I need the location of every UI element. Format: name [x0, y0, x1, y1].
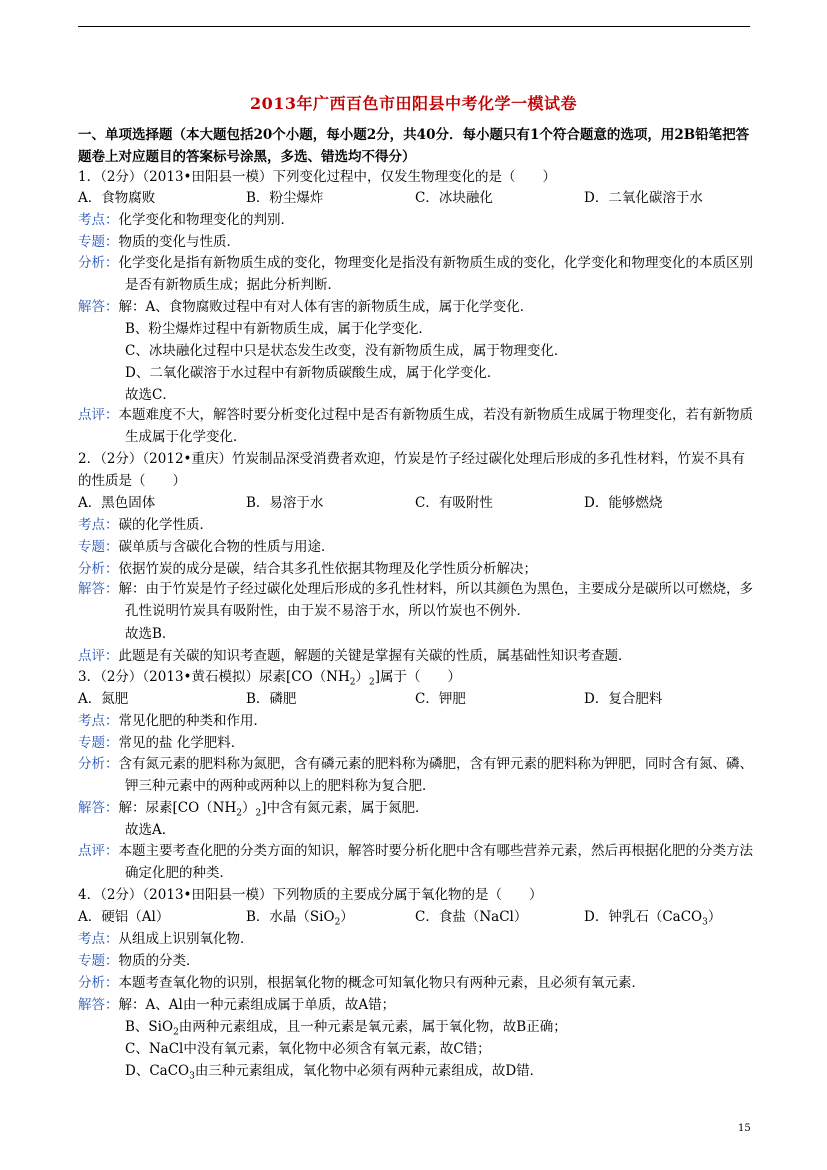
- q4-option-d-end: ）: [707, 909, 722, 925]
- q4-fenxi-text: 本题考查氧化物的识别，根据氧化物的概念可知氧化物只有两种元素，且必须有氧元素．: [118, 975, 645, 991]
- q3-option-d: D．复合肥料: [584, 691, 663, 707]
- q3-stem-sub-1: 2: [349, 677, 356, 688]
- label-jieda: 解答：: [78, 997, 119, 1013]
- label-zhuanti: 专题：: [78, 539, 119, 555]
- q3-option-c: C．钾肥: [415, 691, 466, 707]
- q1-fenxi-text: 化学变化是指有新物质生成的变化，物理变化是指没有新物质生成的变化，化学变化和物理变化的本质区别是否有新物质生成；据此分析判断．: [118, 255, 753, 293]
- q1-kaodian-text: 化学变化和物理变化的判别．: [118, 212, 294, 228]
- q3-zhuanti: [78, 732, 244, 754]
- q4-option-d-sub: 3: [702, 917, 708, 928]
- q4-jieda-d-sub: 3: [189, 1071, 195, 1082]
- q4-option-b-sub: 2: [334, 917, 341, 928]
- q2-option-d: D．能够燃烧: [584, 495, 663, 511]
- q3-kaodian-text: 常见化肥的种类和作用．: [118, 713, 267, 729]
- q1-jieda-line-1: 解：A、食物腐败过程中有对人体有害的新物质生成，属于化学变化．: [118, 299, 534, 315]
- exam-title: 2013年广西百色市田阳县中考化学一模试卷: [249, 94, 578, 113]
- question-1-stem: 1．（2分）（2013•田阳县一模）下列变化过程中，仅发生物理变化的是（ ）: [78, 169, 556, 185]
- label-dianping: 点评：: [78, 407, 119, 423]
- q2-fenxi: [78, 558, 537, 580]
- label-fenxi: 分析：: [78, 756, 119, 772]
- q1-option-c: C．冰块融化: [415, 190, 493, 206]
- section-heading: 一、单项选择题（本大题包括20个小题，每小题2分，共40分．每小题只有1个符合题意的选项，用2B铅笔把答题卷上对应题目的答案标号涂黑，多选、错选均不得分）: [78, 127, 750, 165]
- question-3-stem: [78, 666, 461, 688]
- q2-dianping: [78, 645, 632, 667]
- q2-option-c: C．有吸附性: [415, 495, 493, 511]
- q2-jieda-answer: 故选B．: [125, 626, 176, 642]
- q4-option-b-text: B．水晶（SiO: [246, 909, 335, 925]
- label-kaodian: 考点：: [78, 517, 119, 533]
- q4-zhuanti: [78, 950, 200, 972]
- q3-jieda-part-1: 解：尿素[CO（NH: [118, 800, 237, 816]
- label-dianping: 点评：: [78, 648, 119, 664]
- q3-jieda-part-2: ）: [241, 800, 256, 816]
- q1-jieda-line-4: D、二氧化碳溶于水过程中有新物质碳酸生成，属于化学变化．: [125, 365, 501, 381]
- q3-stem-sub-2: 2: [368, 677, 375, 688]
- q4-fenxi: [78, 972, 645, 994]
- q1-jieda: [78, 296, 533, 318]
- header-rule: [78, 26, 750, 27]
- label-fenxi: 分析：: [78, 975, 119, 991]
- q1-option-a: A．食物腐败: [78, 190, 156, 206]
- q2-jieda-text: 解：由于竹炭是竹子经过碳化处理后形成的多孔性材料，所以其颜色为黑色，主要成分是碳所以可燃烧，多孔性说明竹炭具有吸附性，由于炭不易溶于水，所以竹炭也不例外．: [118, 581, 753, 619]
- q1-zhuanti-text: 物质的变化与性质．: [118, 234, 240, 250]
- label-kaodian: 考点：: [78, 931, 119, 947]
- question-2-stem: 2．（2分）（2012•重庆）竹炭制品深受消费者欢迎，竹炭是竹子经过碳化处理后形成的多孔性材料，竹炭不具有的性质是（ ）: [78, 451, 745, 489]
- q1-dianping: [78, 405, 758, 449]
- label-jieda: 解答：: [78, 299, 119, 315]
- q4-kaodian-text: 从组成上识别氧化物．: [118, 931, 254, 947]
- q4-jieda-line-3: C、NaCl中没有氧元素，氧化物中必须含有氧元素，故C错；: [125, 1041, 491, 1057]
- q1-dianping-text: 本题难度不大，解答时要分析变化过程中是否有新物质生成，若没有新物质生成属于物理变化，若有新物质生成属于化学变化．: [118, 407, 753, 445]
- q3-fenxi-text: 含有氮元素的肥料称为氮肥，含有磷元素的肥料称为磷肥，含有钾元素的肥料称为钾肥，同时含有氮、磷、钾三种元素中的两种或两种以上的肥料称为复合肥．: [118, 756, 753, 794]
- q2-kaodian: [78, 514, 213, 536]
- q3-stem-part-3: ]属于（ ）: [374, 669, 461, 685]
- q4-zhuanti-text: 物质的分类．: [118, 953, 200, 969]
- q4-jieda-line-4: [125, 1060, 543, 1082]
- q3-zhuanti-text: 常见的盐 化学肥料．: [118, 735, 245, 751]
- q1-kaodian: [78, 209, 294, 231]
- q4-option-c: C．食盐（NaCl）: [415, 909, 528, 925]
- label-zhuanti: 专题：: [78, 735, 119, 751]
- q2-option-b: B．易溶于水: [246, 495, 324, 511]
- q3-jieda: [78, 797, 429, 819]
- q3-kaodian: [78, 710, 267, 732]
- q3-jieda-sub-1: 2: [236, 808, 242, 819]
- label-fenxi: 分析：: [78, 255, 119, 271]
- q2-zhuanti-text: 碳单质与含碳化合物的性质与用途．: [118, 539, 335, 555]
- q1-jieda-line-5: 故选C．: [125, 387, 176, 403]
- label-kaodian: 考点：: [78, 713, 119, 729]
- q4-jieda-b-prefix: B、SiO: [125, 1019, 174, 1035]
- q2-option-a: A．黑色固体: [78, 495, 156, 511]
- q4-option-a: A．硬铝（Al）: [78, 909, 170, 925]
- q3-fenxi: [78, 754, 758, 798]
- q3-stem-part-1: 3．（2分）（2013•黄石模拟）尿素[CO（NH: [78, 669, 350, 685]
- q3-option-b: B．磷肥: [246, 691, 297, 707]
- q3-jieda-part-3: ]中含有氮元素，属于氮肥．: [261, 800, 429, 816]
- q4-option-d-text: D．钟乳石（CaCO: [584, 909, 703, 925]
- q1-jieda-line-3: C、冰块融化过程中只是状态发生改变，没有新物质生成，属于物理变化．: [125, 343, 568, 359]
- q1-jieda-line-2: B、粉尘爆炸过程中有新物质生成，属于化学变化．: [125, 321, 432, 337]
- q4-option-d: [584, 906, 721, 928]
- label-dianping: 点评：: [78, 843, 119, 859]
- q1-zhuanti: [78, 231, 240, 253]
- label-jieda: 解答：: [78, 800, 119, 816]
- q4-jieda-b-sub: 2: [173, 1027, 179, 1038]
- label-fenxi: 分析：: [78, 561, 119, 577]
- page-number: 15: [738, 1123, 751, 1134]
- label-zhuanti: 专题：: [78, 234, 119, 250]
- q1-fenxi: [78, 253, 758, 297]
- q4-jieda-d-prefix: D、CaCO: [125, 1063, 190, 1079]
- q4-jieda-line-2: [125, 1016, 567, 1038]
- label-zhuanti: 专题：: [78, 953, 119, 969]
- q3-jieda-answer: 故选A．: [125, 822, 176, 838]
- q2-dianping-text: 此题是有关碳的知识考查题，解题的关键是掌握有关碳的性质，属基础性知识考查题．: [118, 648, 632, 664]
- q1-option-d: D．二氧化碳溶于水: [584, 190, 703, 206]
- q3-dianping-text: 本题主要考查化肥的分类方面的知识，解答时要分析化肥中含有哪些营养元素，然后再根据化肥的分类方法确定化肥的种类．: [118, 843, 753, 881]
- q3-jieda-sub-2: 2: [255, 808, 262, 819]
- q3-dianping: [78, 841, 758, 885]
- q2-fenxi-text: 依据竹炭的成分是碳，结合其多孔性依据其物理及化学性质分析解决；: [118, 561, 537, 577]
- q4-jieda-b-text: 由两种元素组成，且一种元素是氧元素，属于氧化物，故B正确；: [178, 1019, 567, 1035]
- q4-option-b-end: ）: [340, 909, 354, 925]
- q3-stem-part-2: ）: [355, 669, 369, 685]
- question-4-stem: 4．（2分）（2013•田阳县一模）下列物质的主要成分属于氧化物的是（ ）: [78, 887, 543, 903]
- q4-jieda-d-text: 由三种元素组成，氧化物中必须有两种元素组成，故D错．: [194, 1063, 544, 1079]
- label-kaodian: 考点：: [78, 212, 119, 228]
- q2-kaodian-text: 碳的化学性质．: [118, 517, 213, 533]
- q3-option-a: A．氮肥: [78, 691, 129, 707]
- q2-zhuanti: [78, 536, 335, 558]
- q4-jieda-line-1: 解：A、Al由一种元素组成属于单质，故A错；: [118, 997, 396, 1013]
- q1-option-b: B．粉尘爆炸: [246, 190, 324, 206]
- q2-jieda: [78, 579, 758, 623]
- label-jieda: 解答：: [78, 581, 119, 597]
- q4-option-b: [246, 906, 354, 928]
- q4-kaodian: [78, 928, 254, 950]
- q4-jieda: [78, 994, 395, 1016]
